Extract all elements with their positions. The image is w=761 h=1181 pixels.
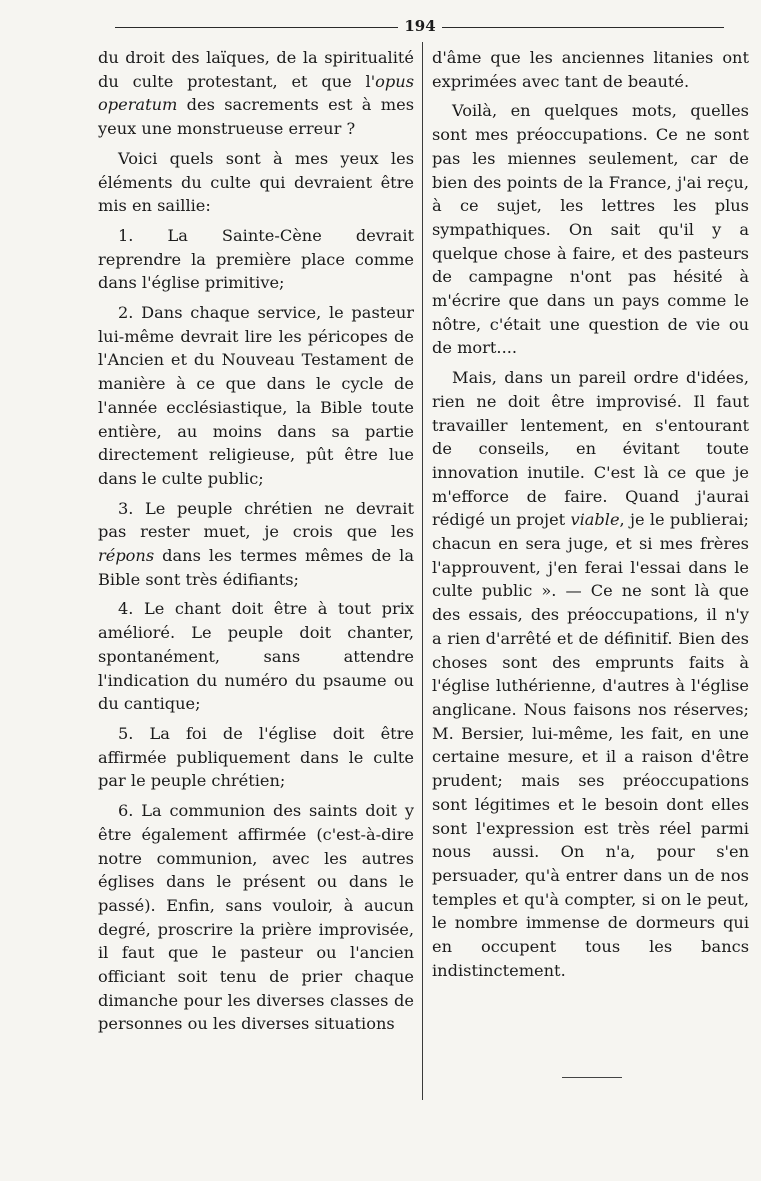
end-rule [562,1077,622,1078]
italic-term: viable [570,510,620,530]
italic-term: opus operatum [98,71,414,115]
list-item: 4. Le chant doit être à tout prix amélioré. Le peuple doit chanter, spontanément, sans attendre l'indication du numéro du psaume ou du cantique; [98,599,414,714]
list-item: 3. Le peuple chrétien ne devrait pas rester muet, je crois que les répons dans les termes mêmes de la Bible sont très édifiants; [98,498,414,589]
page-number: 194 [404,17,436,35]
paragraph: Mais, dans un pareil ordre d'idées, rien ne doit être improvisé. Il faut travailler lentement, en s'entourant de conseils, en évitant toute innovation inutile. C'est là ce que je m'efforce de faire. Quand j'aurai rédigé un projet viable, je le publierai; chacun en sera juge, et si mes frères l'approuvent, j'en ferai l'essai dans le culte public ». — Ce ne sont là que des essais, des préoccupations, il n'y a rien d'arrêté et de définitif. Bien des choses sont des emprunts faits à l'église luthérienne, d'autres à l'église anglicane. Nous faisons nos réserves; M. Bersier, lui-même, les fait, en une certaine mesure, et il a raison d'être prudent; mais ses préoccupations sont légitimes et le besoin dont elles sont l'expression est très réel parmi nous aussi. On n'a, pour s'en persuader, qu'à entrer dans un de nos temples et qu'à compter, si on le peut, le nombre immense de dormeurs qui en occupent tous les bancs indistinctement. [432,368,749,980]
paragraph: d'âme que les anciennes litanies ont exprimées avec tant de beauté. [432,48,749,91]
italic-term: répons [98,546,155,566]
paragraph: du droit des laïques, de la spiritualité du culte protestant, et que l'opus operatum des sacrements est à mes yeux une monstrueuse erreur ? [98,48,414,139]
list-item: 5. La foi de l'église doit être affirmée publiquement dans le culte par le peuple chrétien; [98,723,414,791]
header-rule-right [442,27,724,28]
left-column [98,46,414,1042]
right-column [432,46,749,988]
paragraph: Voilà, en quelques mots, quelles sont mes préoccupations. Ce ne sont pas les miennes seulement, car de bien des points de la France, j'ai reçu, à ce sujet, les lettres les plus sympathiques. On sait qu'il y a quelque chose à faire, et des pasteurs de campagne n'ont pas hésité à m'écrire que dans un pays comme le nôtre, c'était une question de vie ou de mort.... [432,101,749,358]
column-divider [422,42,423,1100]
paragraph: Voici quels sont à mes yeux les éléments du culte qui devraient être mis en saillie: [98,148,414,216]
list-item: 2. Dans chaque service, le pasteur lui-même devrait lire les péricopes de l'Ancien et du Nouveau Testament de manière à ce que dans le cycle de l'année ecclésiastique, la Bible toute entière, au moins dans sa partie directement religieuse, pût être lue dans le culte public; [98,303,414,488]
list-item: 6. La communion des saints doit y être également affirmée (c'est-à-dire notre communion, avec les autres églises dans le présent ou dans le passé). Enfin, sans vouloir, à aucun degré, proscrire la prière improvisée, il faut que le pasteur ou l'ancien officiant soit tenu de prier chaque dimanche pour les diverses classes de personnes ou les diverses situations [98,801,414,1034]
list-item: 1. La Sainte-Cène devrait reprendre la première place comme dans l'église primitive; [98,225,414,293]
header-rule-left [115,27,398,28]
